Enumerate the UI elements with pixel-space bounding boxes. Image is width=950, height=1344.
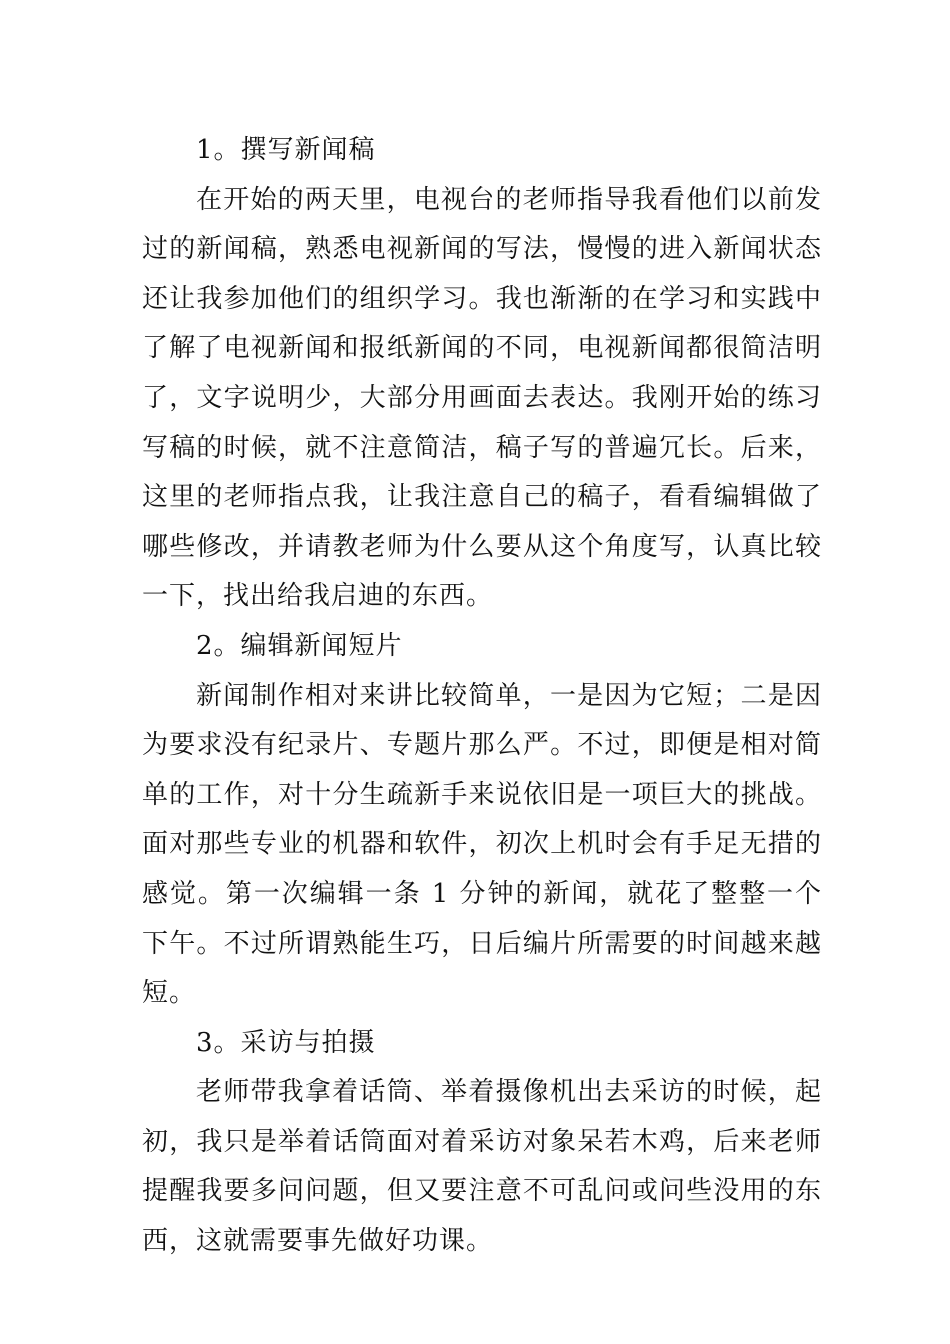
section-heading-1: 1。撰写新闻稿 [196, 135, 376, 165]
document-body [142, 126, 822, 1267]
section-paragraph-3: 老师带我拿着话筒、举着摄像机出去采访的时候，起初，我只是举着话筒面对着采访对象呆若木鸡，后来老师提醒我要多问问题，但又要注意不可乱问或问些没用的东西，这就需要事先做好功课。 [142, 1077, 822, 1257]
section-paragraph-2: 新闻制作相对来讲比较简单，一是因为它短；二是因为要求没有纪录片、专题片那么严。不过，即便是相对简单的工作，对十分生疏新手来说依旧是一项巨大的挑战。面对那些专业的机器和软件，初次上机时会有手足无措的感觉。第一次编辑一条 1 分钟的新闻，就花了整整一个下午。不过所谓熟能生巧，日后编片所需要的时间越来越短。 [142, 680, 822, 1009]
section-heading-3: 3。采访与拍摄 [196, 1027, 376, 1058]
section-paragraph-1: 在开始的两天里，电视台的老师指导我看他们以前发过的新闻稿，熟悉电视新闻的写法，慢慢的进入新闻状态还让我参加他们的组织学习。我也渐渐的在学习和实践中了解了电视新闻和报纸新闻的不同，电视新闻都很简洁明了，文字说明少，大部分用画面去表达。我刚开始的练习写稿的时候，就不注意简洁，稿子写的普遍冗长。后来，这里的老师指点我，让我注意自己的稿子，看看编辑做了哪些修改，并请教老师为什么要从这个角度写，认真比较一下，找出给我启迪的东西。 [142, 184, 822, 612]
section-heading-2: 2。编辑新闻短片 [196, 630, 403, 661]
